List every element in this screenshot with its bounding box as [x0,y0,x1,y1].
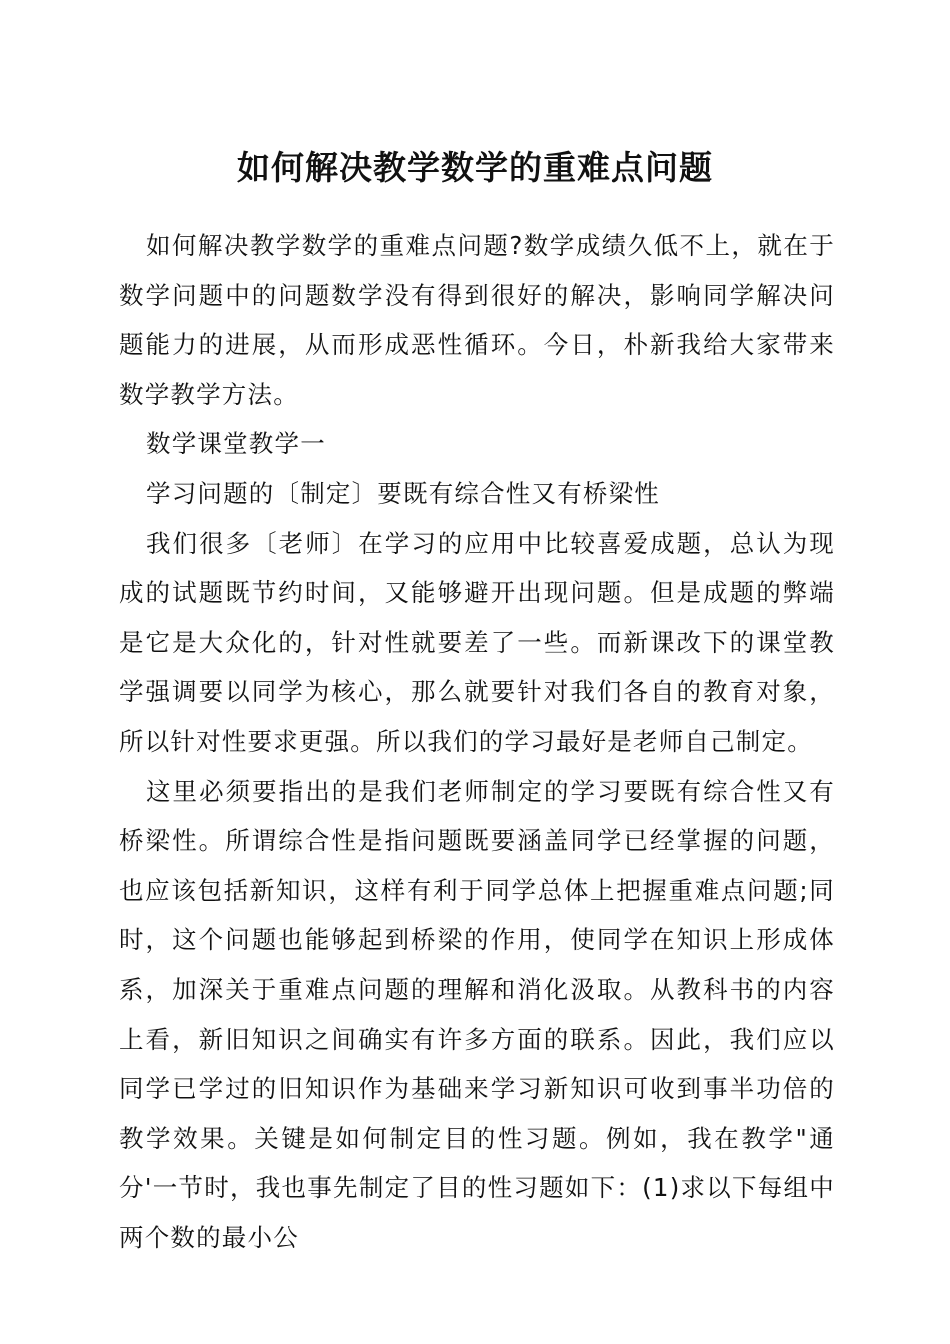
paragraph-teachers: 我们很多〔老师〕在学习的应用中比较喜爱成题，总认为现成的试题既节约时间，又能够避开出现问题。但是成题的弊端是它是大众化的，针对性就要差了一些。而新课改下的课堂教学强调要以同学为核心，那么就要针对我们各自的教育对象，所以针对性要求更强。所以我们的学习最好是老师自己制定。 [119,528,835,756]
paragraph-intro: 如何解决教学数学的重难点问题?数学成绩久低不上，就在于数学问题中的问题数学没有得到很好的解决，影响同学解决问题能力的进展，从而形成恶性循环。今日，朴新我给大家带来数学教学方法。 [119,231,835,409]
document-body [119,221,835,1262]
subsection-heading: 学习问题的〔制定〕要既有综合性又有桥梁性 [146,478,660,508]
document-title: 如何解决教学数学的重难点问题 [237,148,713,187]
section-heading: 数学课堂教学一 [146,429,326,459]
paragraph-comprehensive: 这里必须要指出的是我们老师制定的学习要既有综合性又有桥梁性。所谓综合性是指问题既要涵盖同学已经掌握的问题，也应该包括新知识，这样有利于同学总体上把握重难点问题;同时，这个问题也能够起到桥梁的作用，使同学在知识上形成体系，加深关于重难点问题的理解和消化汲取。从教科书的内容上看，新旧知识之间确实有许多方面的联系。因此，我们应以同学已学过的旧知识作为基础来学习新知识可收到事半功倍的教学效果。关键是如何制定目的性习题。例如，我在教学"通分'一节时，我也事先制定了目的性习题如下：(1)求以下每组中两个数的最小公 [119,776,835,1252]
